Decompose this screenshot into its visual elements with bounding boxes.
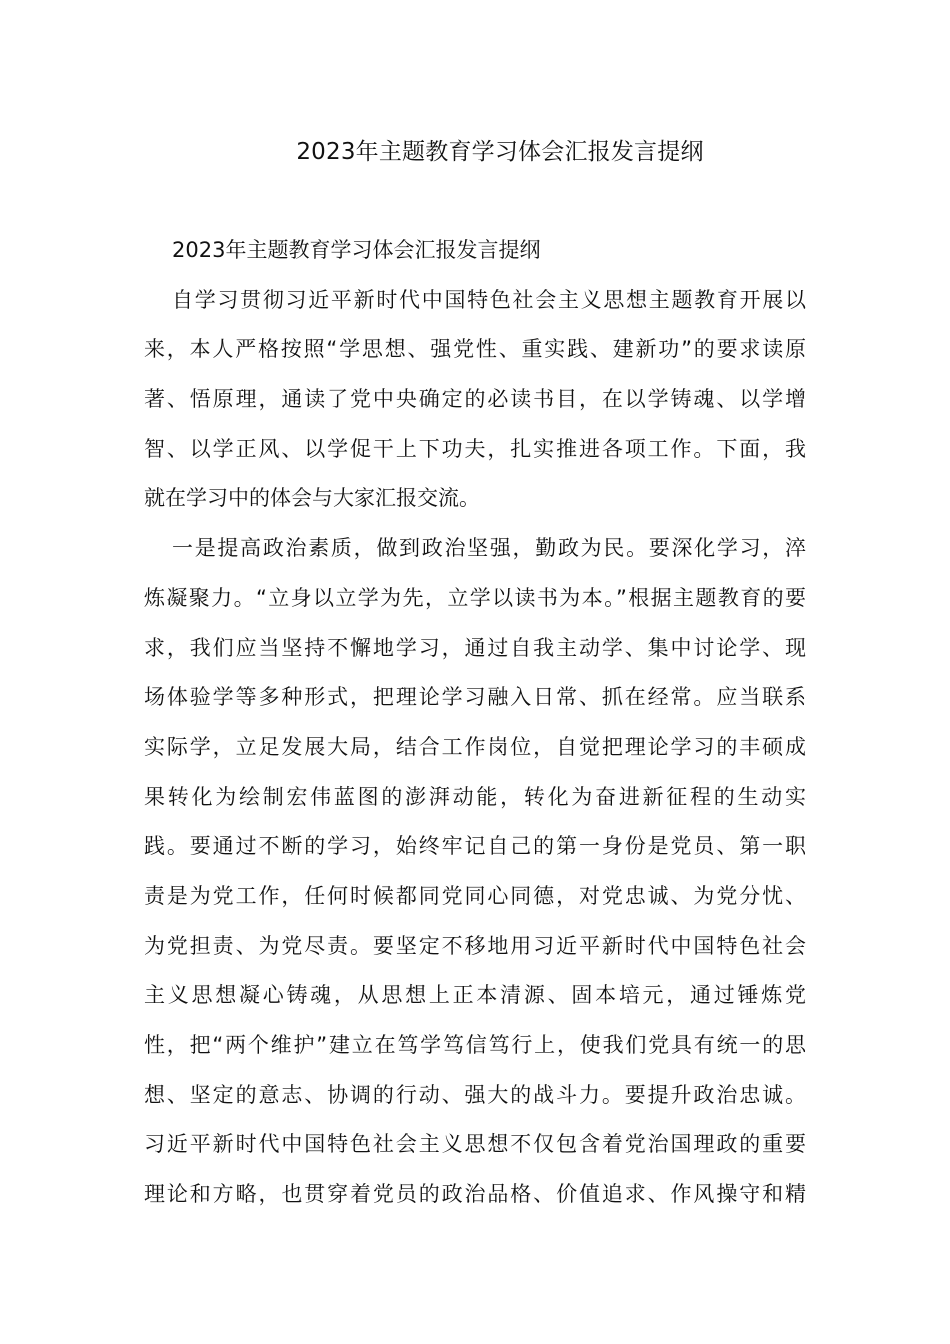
paragraph-line: 主义思想凝心铸魂，从思想上正本清源、固本培元，通过锤炼党 [144,983,806,1008]
paragraph-line: 责是为党工作，任何时候都同党同心同德，对党忠诚、为党分忧、 [144,883,806,908]
paragraph-line: 践。要通过不断的学习，始终牢记自己的第一身份是党员、第一职 [144,834,806,859]
paragraph-line: 一是提高政治素质，做到政治坚强，勤政为民。要深化学习，淬 [172,536,806,561]
paragraph-line: 求，我们应当坚持不懈地学习，通过自我主动学、集中讨论学、现 [144,635,806,660]
paragraph-line: 自学习贯彻习近平新时代中国特色社会主义思想主题教育开展以 [172,287,806,312]
paragraph-line: 为党担责、为党尽责。要坚定不移地用习近平新时代中国特色社会 [144,933,806,958]
paragraph-line: 果转化为绘制宏伟蓝图的澎湃动能，转化为奋进新征程的生动实 [144,784,806,809]
paragraph-line: 习近平新时代中国特色社会主义思想不仅包含着党治国理政的重要 [144,1132,806,1157]
paragraph-line: 来，本人严格按照“学思想、强党性、重实践、建新功”的要求读原 [144,337,806,362]
subtitle-line: 2023年主题教育学习体会汇报发言提纲 [172,238,541,262]
paragraph-line: 性，把“两个维护”建立在笃学笃信笃行上，使我们党具有统一的思 [144,1033,806,1057]
paragraph-line: 想、坚定的意志、协调的行动、强大的战斗力。要提升政治忠诚。 [144,1082,806,1107]
paragraph-line: 就在学习中的体会与大家汇报交流。 [144,486,480,511]
paragraph-line: 著、悟原理，通读了党中央确定的必读书目，在以学铸魂、以学增 [144,387,806,412]
paragraph-line: 理论和方略，也贯穿着党员的政治品格、价值追求、作风操守和精 [144,1182,806,1207]
paragraph-line: 炼凝聚力。“立身以立学为先，立学以读书为本。”根据主题教育的要 [144,585,806,610]
document-body [144,226,806,1220]
paragraph-line: 智、以学正风、以学促干上下功夫，扎实推进各项工作。下面，我 [144,436,806,461]
document-title: 2023年主题教育学习体会汇报发言提纲 [296,139,704,165]
paragraph-line: 实际学，立足发展大局，结合工作岗位，自觉把理论学习的丰硕成 [144,734,806,759]
paragraph-line: 场体验学等多种形式，把理论学习融入日常、抓在经常。应当联系 [144,685,806,710]
